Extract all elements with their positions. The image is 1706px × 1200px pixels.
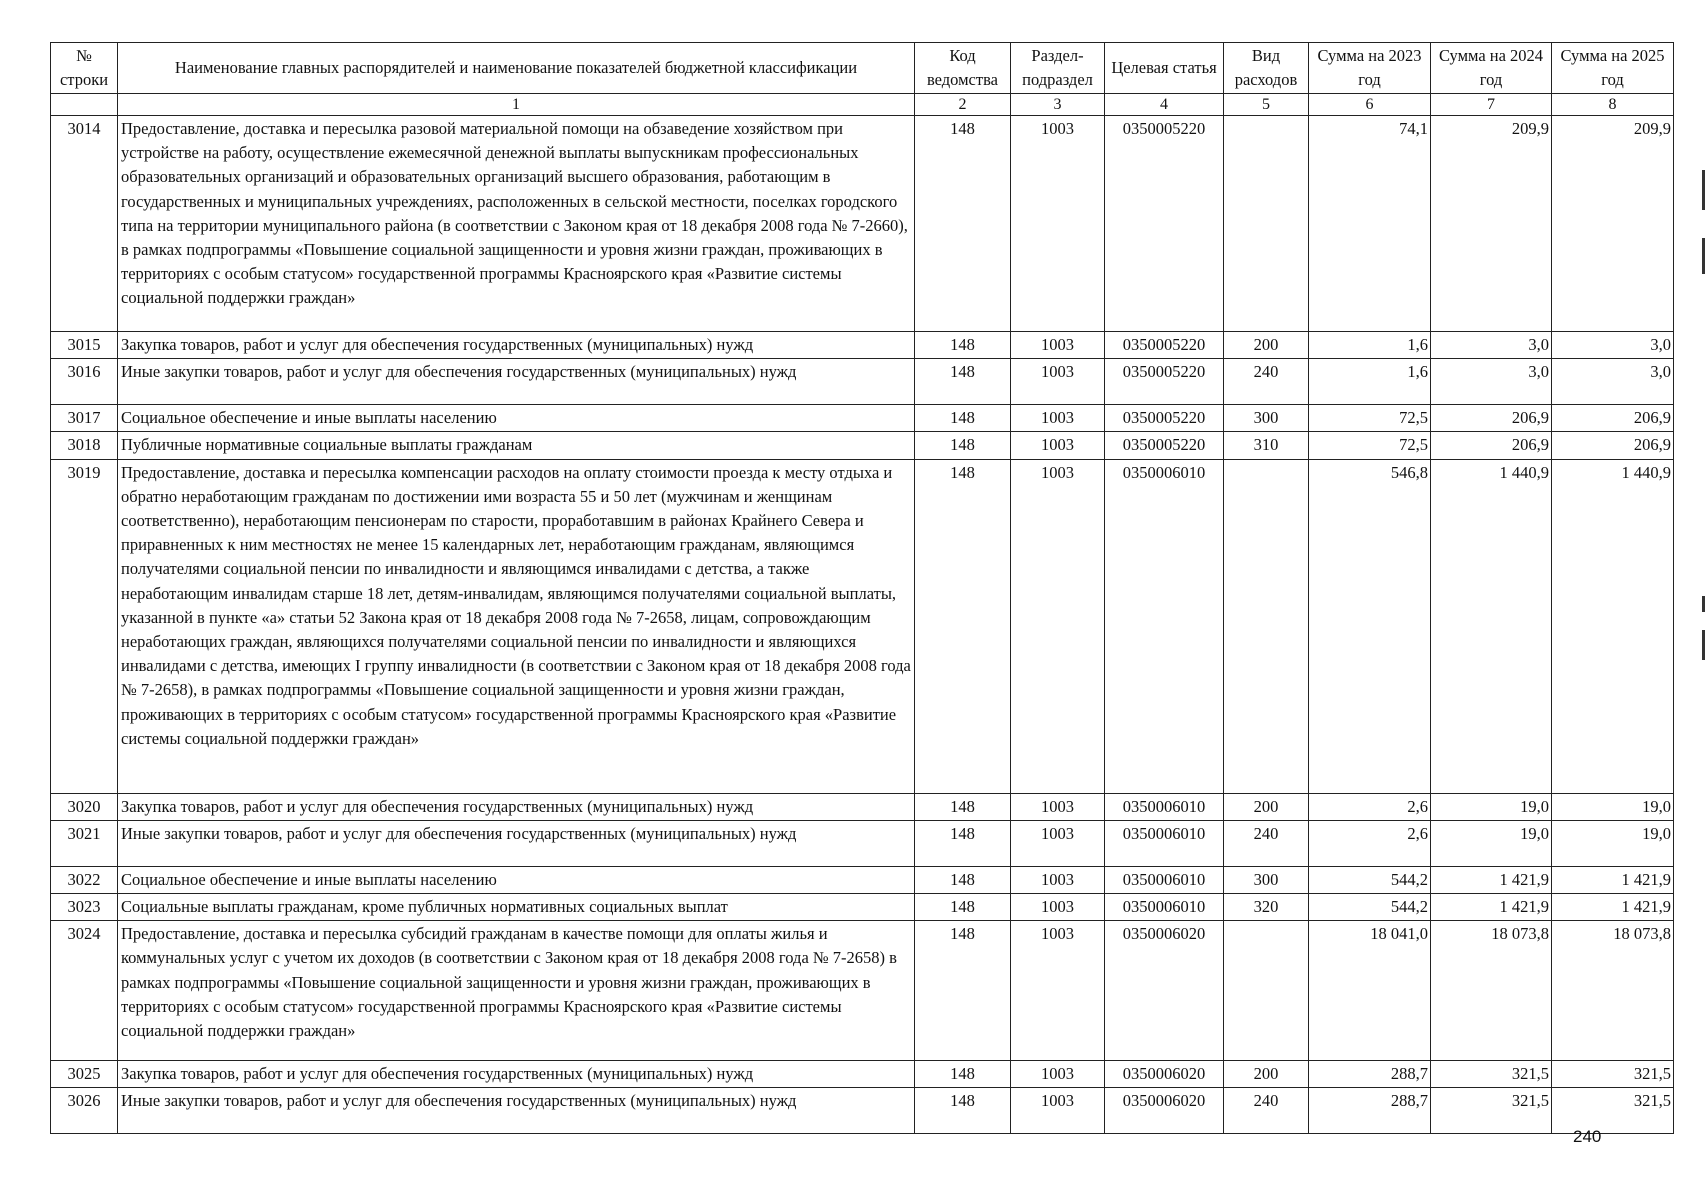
sum-2025: 3,0 [1552,359,1674,405]
sum-2024: 321,5 [1431,1061,1552,1088]
section-code: 1003 [1011,1088,1105,1134]
row-name: Закупка товаров, работ и услуг для обеспечения государственных (муниципальных) нужд [118,793,915,820]
expense-type-code: 300 [1224,405,1309,432]
dept-code: 148 [915,405,1011,432]
sum-2024: 321,5 [1431,1088,1552,1134]
sum-2024: 206,9 [1431,432,1552,459]
row-number: 3014 [51,116,118,332]
sum-2025: 1 421,9 [1552,866,1674,893]
column-index-cell: 2 [915,94,1011,116]
table-row [51,894,1674,921]
sum-2025: 206,9 [1552,432,1674,459]
budget-table [50,42,1674,1134]
target-code: 0350006020 [1105,1088,1224,1134]
sum-2023: 544,2 [1309,894,1431,921]
row-number: 3026 [51,1088,118,1134]
expense-type-code: 320 [1224,894,1309,921]
table-row [51,1061,1674,1088]
header-sum-2024: Сумма на 2024 год [1431,43,1552,94]
header-name: Наименование главных распорядителей и наименование показателей бюджетной классификации [118,43,915,94]
column-index-cell: 3 [1011,94,1105,116]
row-name: Публичные нормативные социальные выплаты гражданам [118,432,915,459]
sum-2024: 1 421,9 [1431,894,1552,921]
sum-2024: 19,0 [1431,820,1552,866]
row-number: 3016 [51,359,118,405]
row-number: 3017 [51,405,118,432]
row-number: 3023 [51,894,118,921]
row-name: Закупка товаров, работ и услуг для обеспечения государственных (муниципальных) нужд [118,332,915,359]
page-number: 240 [1573,1127,1602,1146]
target-code: 0350005220 [1105,332,1224,359]
sum-2024: 3,0 [1431,359,1552,405]
table-header [51,43,1674,116]
section-code: 1003 [1011,793,1105,820]
dept-code: 148 [915,1061,1011,1088]
table-row [51,1088,1674,1134]
sum-2025: 1 440,9 [1552,459,1674,793]
section-code: 1003 [1011,359,1105,405]
row-name: Предоставление, доставка и пересылка субсидий гражданам в качестве помощи для оплаты жилья и коммунальных услуг с учетом их доходов (в соответствии с Законом края от 18 декабря 2008 года № 7-2658) в рамках подпрограммы «Повышение социальной защищенности и уровня жизни граждан, проживающих в территориях с особым статусом» государственной программы Красноярского края «Развитие системы социальной поддержки граждан» [118,921,915,1061]
sum-2023: 1,6 [1309,359,1431,405]
section-code: 1003 [1011,866,1105,893]
section-code: 1003 [1011,1061,1105,1088]
header-sum-2025: Сумма на 2025 год [1552,43,1674,94]
dept-code: 148 [915,116,1011,332]
row-name: Закупка товаров, работ и услуг для обеспечения государственных (муниципальных) нужд [118,1061,915,1088]
column-index-row [51,94,1674,116]
dept-code: 148 [915,820,1011,866]
table-row [51,866,1674,893]
target-code: 0350006010 [1105,866,1224,893]
dept-code: 148 [915,894,1011,921]
header-expense-type: Вид расходов [1224,43,1309,94]
sum-2024: 3,0 [1431,332,1552,359]
row-name: Социальное обеспечение и иные выплаты населению [118,866,915,893]
sum-2025: 18 073,8 [1552,921,1674,1061]
row-number: 3022 [51,866,118,893]
section-code: 1003 [1011,894,1105,921]
header-row-no: № строки [51,43,118,94]
scan-edge-mark [1702,238,1705,274]
row-name: Предоставление, доставка и пересылка разовой материальной помощи на обзаведение хозяйством при устройстве на работу, осуществление ежемесячной денежной выплаты выпускникам профессиональных образовательных организаций и образовательных организаций высшего образования, работающим в государственных и муниципальных учреждениях, расположенных в сельской местности, поселках городского типа на территории муниципального района (в соответствии с Законом края от 18 декабря 2008 года № 7-2660), в рамках подпрограммы «Повышение социальной защищенности и уровня жизни граждан, проживающих в территориях с особым статусом» государственной программы Красноярского края «Развитие системы социальной поддержки граждан» [118,116,915,332]
target-code: 0350006010 [1105,459,1224,793]
row-number: 3024 [51,921,118,1061]
sum-2025: 19,0 [1552,820,1674,866]
column-index-cell: 7 [1431,94,1552,116]
header-section: Раздел-подраздел [1011,43,1105,94]
column-index-cell: 8 [1552,94,1674,116]
table-row [51,432,1674,459]
expense-type-code [1224,921,1309,1061]
dept-code: 148 [915,793,1011,820]
target-code: 0350005220 [1105,359,1224,405]
section-code: 1003 [1011,116,1105,332]
table-row [51,359,1674,405]
target-code: 0350006010 [1105,793,1224,820]
sum-2025: 321,5 [1552,1088,1674,1134]
table-body [51,116,1674,1134]
expense-type-code: 240 [1224,820,1309,866]
dept-code: 148 [915,459,1011,793]
sum-2023: 72,5 [1309,432,1431,459]
column-index-cell: 6 [1309,94,1431,116]
sum-2023: 288,7 [1309,1061,1431,1088]
budget-table-sheet [50,42,1674,1134]
sum-2025: 206,9 [1552,405,1674,432]
expense-type-code: 200 [1224,793,1309,820]
section-code: 1003 [1011,432,1105,459]
sum-2025: 209,9 [1552,116,1674,332]
column-index-cell [51,94,118,116]
header-dept: Код ведомства [915,43,1011,94]
table-row [51,405,1674,432]
row-name: Предоставление, доставка и пересылка компенсации расходов на оплату стоимости проезда к месту отдыха и обратно неработающим гражданам по достижении ими возраста 55 и 50 лет (мужчинам и женщинам соответственно), неработающим пенсионерам по старости, проработавшим в районах Крайнего Севера и приравненных к ним местностях не менее 15 календарных лет, неработающим гражданам, являющимся получателями социальной пенсии по инвалидности и являющимся инвалидами с детства, а также неработающим инвалидам старше 18 лет, детям-инвалидам, являющимся получателями социальной выплаты, указанной в пункте «а» статьи 52 Закона края от 18 декабря 2008 года № 7-2658, лицам, сопровождающим неработающих граждан, являющихся получателями социальной пенсии по инвалидности и являющихся инвалидами с детства, имеющих I группу инвалидности (в соответствии с Законом края от 18 декабря 2008 года № 7-2658), в рамках подпрограммы «Повышение социальной защищенности и уровня жизни граждан, проживающих в территориях с особым статусом» государственной программы Красноярского края «Развитие системы социальной поддержки граждан» [118,459,915,793]
expense-type-code: 200 [1224,1061,1309,1088]
target-code: 0350006010 [1105,820,1224,866]
row-number: 3021 [51,820,118,866]
dept-code: 148 [915,921,1011,1061]
section-code: 1003 [1011,332,1105,359]
row-name: Социальное обеспечение и иные выплаты населению [118,405,915,432]
dept-code: 148 [915,432,1011,459]
header-sum-2023: Сумма на 2023 год [1309,43,1431,94]
row-number: 3018 [51,432,118,459]
sum-2023: 544,2 [1309,866,1431,893]
row-number: 3020 [51,793,118,820]
scan-edge-mark [1702,630,1705,660]
section-code: 1003 [1011,820,1105,866]
sum-2023: 74,1 [1309,116,1431,332]
dept-code: 148 [915,359,1011,405]
column-index-cell: 5 [1224,94,1309,116]
row-name: Иные закупки товаров, работ и услуг для обеспечения государственных (муниципальных) нужд [118,820,915,866]
dept-code: 148 [915,332,1011,359]
table-row [51,332,1674,359]
table-row [51,820,1674,866]
sum-2024: 206,9 [1431,405,1552,432]
expense-type-code [1224,459,1309,793]
column-index-cell: 4 [1105,94,1224,116]
sum-2024: 19,0 [1431,793,1552,820]
sum-2023: 288,7 [1309,1088,1431,1134]
table-row [51,921,1674,1061]
table-row [51,459,1674,793]
sum-2023: 18 041,0 [1309,921,1431,1061]
row-name: Иные закупки товаров, работ и услуг для обеспечения государственных (муниципальных) нужд [118,1088,915,1134]
sum-2025: 19,0 [1552,793,1674,820]
target-code: 0350005220 [1105,116,1224,332]
scan-edge-mark [1702,596,1705,612]
sum-2025: 3,0 [1552,332,1674,359]
sum-2023: 546,8 [1309,459,1431,793]
section-code: 1003 [1011,459,1105,793]
row-number: 3025 [51,1061,118,1088]
scan-edge-mark [1702,170,1705,210]
expense-type-code: 310 [1224,432,1309,459]
target-code: 0350006010 [1105,894,1224,921]
sum-2023: 2,6 [1309,820,1431,866]
expense-type-code [1224,116,1309,332]
row-number: 3015 [51,332,118,359]
sum-2024: 1 440,9 [1431,459,1552,793]
row-number: 3019 [51,459,118,793]
dept-code: 148 [915,1088,1011,1134]
row-name: Иные закупки товаров, работ и услуг для обеспечения государственных (муниципальных) нужд [118,359,915,405]
row-name: Социальные выплаты гражданам, кроме публичных нормативных социальных выплат [118,894,915,921]
section-code: 1003 [1011,405,1105,432]
target-code: 0350005220 [1105,405,1224,432]
sum-2025: 321,5 [1552,1061,1674,1088]
sum-2023: 1,6 [1309,332,1431,359]
target-code: 0350006020 [1105,921,1224,1061]
sum-2023: 72,5 [1309,405,1431,432]
table-row [51,116,1674,332]
sum-2024: 1 421,9 [1431,866,1552,893]
section-code: 1003 [1011,921,1105,1061]
table-row [51,793,1674,820]
sum-2025: 1 421,9 [1552,894,1674,921]
sum-2023: 2,6 [1309,793,1431,820]
target-code: 0350006020 [1105,1061,1224,1088]
sum-2024: 18 073,8 [1431,921,1552,1061]
expense-type-code: 300 [1224,866,1309,893]
expense-type-code: 240 [1224,359,1309,405]
header-target: Целевая статья [1105,43,1224,94]
expense-type-code: 240 [1224,1088,1309,1134]
sum-2024: 209,9 [1431,116,1552,332]
expense-type-code: 200 [1224,332,1309,359]
dept-code: 148 [915,866,1011,893]
column-index-cell: 1 [118,94,915,116]
target-code: 0350005220 [1105,432,1224,459]
